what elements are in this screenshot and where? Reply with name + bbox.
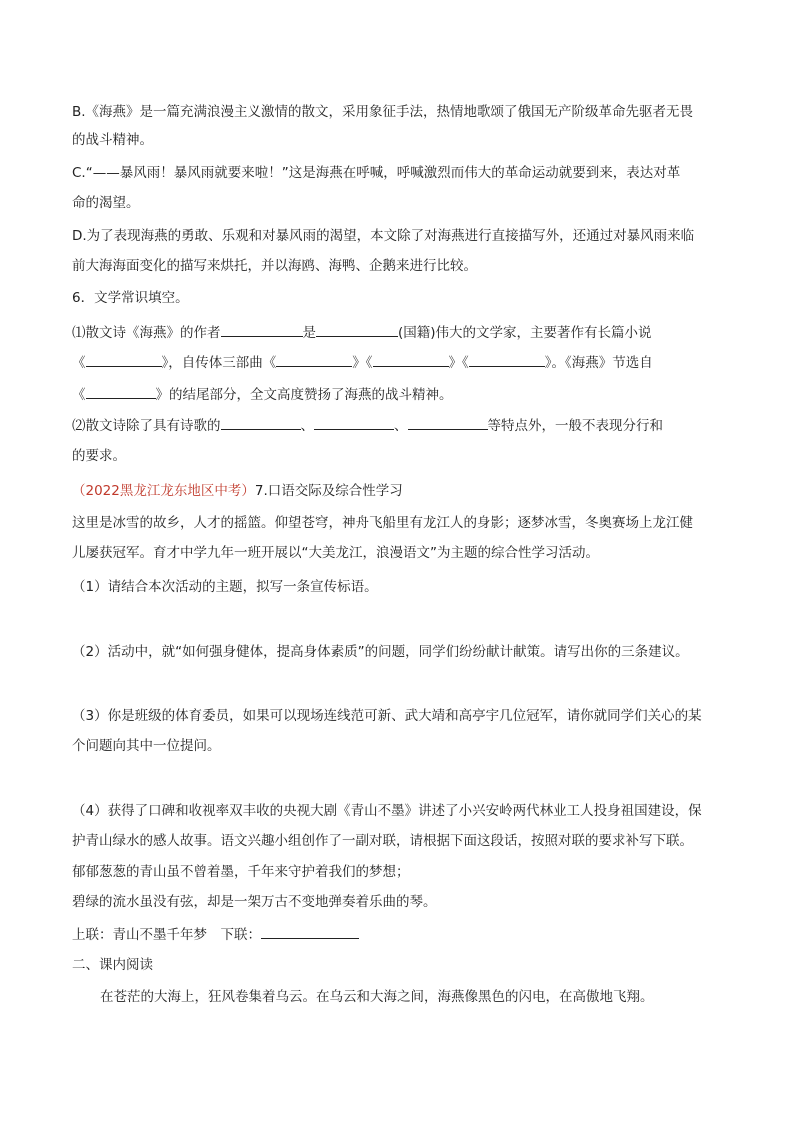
text-segment: 》《	[352, 355, 373, 371]
feature-blank-2[interactable]	[314, 414, 394, 430]
couplet-answer-line	[72, 923, 359, 945]
trilogy-blank-1[interactable]	[276, 351, 352, 367]
question-6-title: 6．文学常识填空。	[72, 290, 189, 306]
text-segment: 是	[302, 325, 316, 341]
text-segment: 《	[72, 355, 86, 371]
nationality-blank[interactable]	[316, 321, 398, 337]
subquestion-2: （2）活动中，就“如何强身健体，提高身体素质”的问题，同学们纷纷献计献策。请写出你的三条建议。	[72, 644, 689, 660]
option-c-line2: 命的渴望。	[72, 195, 140, 211]
subquestion-3-line2: 个问题向其中一位提问。	[72, 738, 221, 754]
option-b-line2: 的战斗精神。	[72, 132, 153, 148]
text-segment: 》，自传体三部曲《	[161, 355, 277, 371]
text-segment: 》。《海燕》节选自	[544, 355, 653, 371]
source-work-blank[interactable]	[86, 383, 156, 399]
option-b-line1: B.《海燕》是一篇充满浪漫主义激情的散文，采用象征手法，热情地歌颂了俄国无产阶级革命先驱者无畏	[72, 104, 694, 120]
novel-blank[interactable]	[86, 351, 162, 367]
text-segment: 上联：青山不墨千年梦 下联：	[72, 927, 261, 943]
subquestion-4-line2: 护青山绿水的感人故事。语文兴趣小组创作了一副对联，请根据下面这段话，按照对联的要求补写下联。	[72, 833, 693, 849]
text-segment: 、	[394, 418, 408, 434]
text-segment: 《	[72, 387, 86, 403]
trilogy-blank-2[interactable]	[373, 351, 449, 367]
question-6-part2-line1	[72, 414, 663, 436]
subquestion-4-line1: （4）获得了口碑和收视率双丰收的央视大剧《青山不墨》讲述了小兴安岭两代林业工人投身祖国建设，保	[72, 803, 702, 819]
subquestion-1: （1）请结合本次活动的主题，拟写一条宣传标语。	[72, 579, 378, 595]
option-d-line1: D.为了表现海燕的勇敢、乐观和对暴风雨的渴望，本文除了对海燕进行直接描写外，还通过对暴风雨来临	[72, 228, 695, 244]
second-line-blank[interactable]	[261, 923, 359, 939]
text-segment: 》《	[448, 355, 469, 371]
reading-passage-line1: 在苍茫的大海上，狂风卷集着乌云。在乌云和大海之间，海燕像黑色的闪电，在高傲地飞翔。	[100, 989, 654, 1005]
passage-line2: 儿屡获冠军。育才中学九年一班开展以“大美龙江，浪漫语文”为主题的综合性学习活动。	[72, 545, 599, 561]
passage-line1: 这里是冰雪的故乡，人才的摇篮。仰望苍穹，神舟飞船里有龙江人的身影；逐梦冰雪，冬奥赛场上龙江健	[72, 515, 693, 531]
text-segment: ⑴散文诗《海燕》的作者	[72, 325, 221, 341]
trilogy-blank-3[interactable]	[469, 351, 545, 367]
subquestion-3-line1: （3）你是班级的体育委员，如果可以现场连线范可新、武大靖和高亭宇几位冠军，请你就同学们关心的某	[72, 708, 702, 724]
question-6-part1-line3	[72, 383, 453, 405]
question-6-part2-line2: 的要求。	[72, 448, 126, 464]
couplet-prompt-line1: 郁郁葱葱的青山虽不曾着墨，千年来守护着我们的梦想；	[72, 864, 410, 880]
section-2-title: 二、课内阅读	[72, 957, 153, 973]
feature-blank-1[interactable]	[221, 414, 301, 430]
text-segment: (国籍)伟大的文学家，主要著作有长篇小说	[398, 325, 652, 341]
exam-source-label: （2022黑龙江龙东地区中考）	[72, 483, 255, 499]
option-c-line1: C.“——暴风雨！暴风雨就要来啦！”这是海燕在呼喊，呼喊激烈而伟大的革命运动就要到来，表达对革	[72, 165, 681, 181]
question-7-title	[72, 481, 403, 501]
author-blank[interactable]	[221, 321, 303, 337]
question-6-part1-line1	[72, 321, 652, 343]
question-6-part1-line2	[72, 351, 653, 373]
text-segment: 、	[300, 418, 314, 434]
text-segment: 等特点外，一般不表现分行和	[487, 418, 663, 434]
couplet-prompt-line2: 碧绿的流水虽没有弦，却是一架万古不变地弹奏着乐曲的琴。	[72, 894, 437, 910]
question-7-heading: 7.口语交际及综合性学习	[254, 483, 403, 499]
text-segment: 》的结尾部分，全文高度赞扬了海燕的战斗精神。	[155, 387, 453, 403]
feature-blank-3[interactable]	[408, 414, 488, 430]
text-segment: ⑵散文诗除了具有诗歌的	[72, 418, 221, 434]
option-d-line2: 前大海海面变化的描写来烘托，并以海鸥、海鸭、企鹅来进行比较。	[72, 258, 477, 274]
